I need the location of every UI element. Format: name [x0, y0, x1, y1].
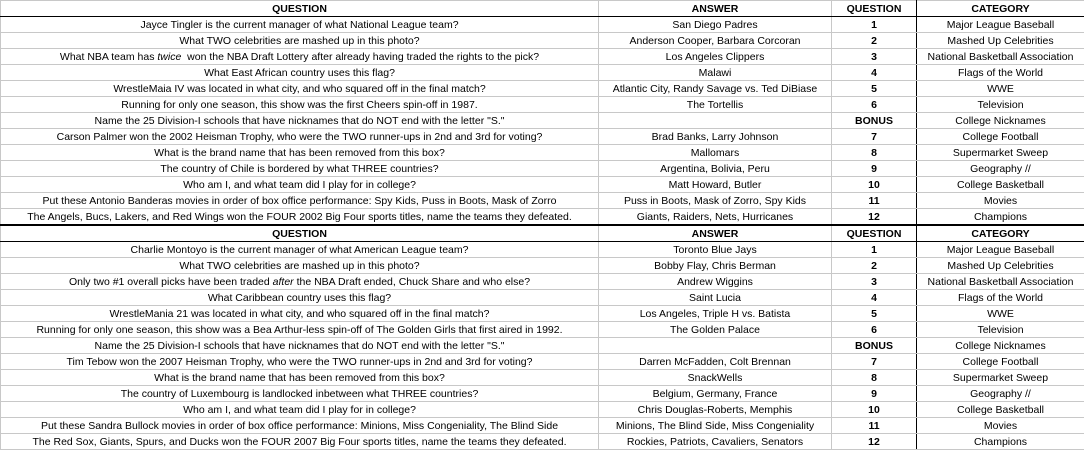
category-cell[interactable]: Television: [917, 322, 1084, 338]
table-row: [1, 129, 1084, 145]
question-number-cell[interactable]: 10: [832, 402, 917, 418]
category-cell[interactable]: College Basketball: [917, 177, 1084, 193]
question-column-header[interactable]: QUESTION: [1, 225, 599, 242]
question-column-header[interactable]: QUESTION: [1, 1, 599, 17]
table-row: [1, 418, 1084, 434]
question-emphasis: after: [272, 275, 294, 288]
category-cell[interactable]: National Basketball Association: [917, 274, 1084, 290]
category-cell[interactable]: National Basketball Association: [917, 49, 1084, 65]
question-cell[interactable]: [1, 274, 599, 290]
answer-cell[interactable]: Andrew Wiggins: [599, 274, 832, 290]
question-number-cell[interactable]: 3: [832, 274, 917, 290]
answer-cell[interactable]: The Tortellis: [599, 97, 832, 113]
question-number-column-header[interactable]: QUESTION: [832, 1, 917, 17]
category-cell[interactable]: College Football: [917, 129, 1084, 145]
question-text: won the NBA Draft Lottery after already having traded the rights to the pick?: [181, 50, 540, 63]
answer-cell[interactable]: Minions, The Blind Side, Miss Congeniality: [599, 418, 832, 434]
question-number-cell[interactable]: 6: [832, 97, 917, 113]
category-cell[interactable]: Movies: [917, 418, 1084, 434]
question-cell[interactable]: Name the 25 Division-I schools that have nicknames that do NOT end with the letter "S.": [1, 113, 599, 129]
question-cell[interactable]: Running for only one season, this show was the first Cheers spin-off in 1987.: [1, 97, 599, 113]
question-number-cell[interactable]: 4: [832, 65, 917, 81]
table-row: [1, 386, 1084, 402]
answer-cell[interactable]: Malawi: [599, 65, 832, 81]
trivia-table-body: [1, 1, 1084, 450]
category-cell[interactable]: Flags of the World: [917, 290, 1084, 306]
question-cell[interactable]: WrestleMaia IV was located in what city, and who squared off in the final match?: [1, 81, 599, 97]
question-number-cell[interactable]: 9: [832, 386, 917, 402]
section1-header-row: [1, 1, 1084, 17]
answer-column-header[interactable]: ANSWER: [599, 1, 832, 17]
table-row: [1, 242, 1084, 258]
answer-cell[interactable]: Argentina, Bolivia, Peru: [599, 161, 832, 177]
question-cell[interactable]: Who am I, and what team did I play for in college?: [1, 402, 599, 418]
category-cell[interactable]: Major League Baseball: [917, 17, 1084, 33]
question-cell[interactable]: What East African country uses this flag?: [1, 65, 599, 81]
answer-cell[interactable]: Darren McFadden, Colt Brennan: [599, 354, 832, 370]
answer-cell[interactable]: [599, 338, 832, 354]
category-cell[interactable]: Mashed Up Celebrities: [917, 258, 1084, 274]
question-cell[interactable]: What Caribbean country uses this flag?: [1, 290, 599, 306]
table-row: [1, 306, 1084, 322]
section2-header-row: [1, 225, 1084, 242]
answer-cell[interactable]: Los Angeles, Triple H vs. Batista: [599, 306, 832, 322]
question-cell[interactable]: Charlie Montoyo is the current manager of what American League team?: [1, 242, 599, 258]
question-number-cell[interactable]: 4: [832, 290, 917, 306]
category-cell[interactable]: Movies: [917, 193, 1084, 209]
table-row: [1, 177, 1084, 193]
question-cell[interactable]: Name the 25 Division-I schools that have nicknames that do NOT end with the letter "S.": [1, 338, 599, 354]
category-cell[interactable]: Flags of the World: [917, 65, 1084, 81]
category-cell[interactable]: College Nicknames: [917, 338, 1084, 354]
category-cell[interactable]: Champions: [917, 209, 1084, 226]
question-number-cell[interactable]: 10: [832, 177, 917, 193]
question-cell[interactable]: The country of Luxembourg is landlocked inbetween what THREE countries?: [1, 386, 599, 402]
question-number-cell[interactable]: 2: [832, 258, 917, 274]
question-number-cell[interactable]: BONUS: [832, 113, 917, 129]
answer-column-header[interactable]: ANSWER: [599, 225, 832, 242]
category-cell[interactable]: WWE: [917, 306, 1084, 322]
category-cell[interactable]: Champions: [917, 434, 1084, 450]
answer-cell[interactable]: Toronto Blue Jays: [599, 242, 832, 258]
question-cell[interactable]: Put these Antonio Banderas movies in order of box office performance: Spy Kids, Puss in Boots, Mask of Zorro: [1, 193, 599, 209]
category-cell[interactable]: Television: [917, 97, 1084, 113]
table-row: [1, 97, 1084, 113]
question-number-cell[interactable]: 3: [832, 49, 917, 65]
question-number-cell[interactable]: 8: [832, 145, 917, 161]
table-row: [1, 290, 1084, 306]
category-cell[interactable]: College Football: [917, 354, 1084, 370]
table-row: [1, 113, 1084, 129]
category-column-header[interactable]: CATEGORY: [917, 225, 1084, 242]
question-cell[interactable]: The Angels, Bucs, Lakers, and Red Wings won the FOUR 2002 Big Four sports titles, name the teams they defeated.: [1, 209, 599, 226]
category-cell[interactable]: College Nicknames: [917, 113, 1084, 129]
question-number-cell[interactable]: 11: [832, 418, 917, 434]
answer-cell[interactable]: Bobby Flay, Chris Berman: [599, 258, 832, 274]
question-cell[interactable]: The Red Sox, Giants, Spurs, and Ducks won the FOUR 2007 Big Four sports titles, name the teams they defeated.: [1, 434, 599, 450]
table-row: [1, 258, 1084, 274]
question-number-cell[interactable]: 5: [832, 306, 917, 322]
table-row: [1, 370, 1084, 386]
table-row: [1, 209, 1084, 226]
category-cell[interactable]: Mashed Up Celebrities: [917, 33, 1084, 49]
answer-cell[interactable]: Saint Lucia: [599, 290, 832, 306]
question-text: What NBA team has: [59, 50, 158, 63]
question-number-cell[interactable]: 12: [832, 209, 917, 226]
category-cell[interactable]: WWE: [917, 81, 1084, 97]
question-number-cell[interactable]: 7: [832, 354, 917, 370]
question-number-cell[interactable]: 1: [832, 242, 917, 258]
table-row: [1, 161, 1084, 177]
question-number-cell[interactable]: BONUS: [832, 338, 917, 354]
question-cell[interactable]: WrestleMania 21 was located in what city, and who squared off in the final match?: [1, 306, 599, 322]
table-row: [1, 65, 1084, 81]
answer-cell[interactable]: Anderson Cooper, Barbara Corcoran: [599, 33, 832, 49]
answer-cell[interactable]: [599, 113, 832, 129]
table-row: [1, 274, 1084, 290]
answer-cell[interactable]: Rockies, Patriots, Cavaliers, Senators: [599, 434, 832, 450]
question-number-column-header[interactable]: QUESTION: [832, 225, 917, 242]
answer-cell[interactable]: Los Angeles Clippers: [599, 49, 832, 65]
table-row: [1, 193, 1084, 209]
question-cell[interactable]: Who am I, and what team did I play for in college?: [1, 177, 599, 193]
question-cell[interactable]: Carson Palmer won the 2002 Heisman Trophy, who were the TWO runner-ups in 2nd and 3rd for voting?: [1, 129, 599, 145]
table-row: [1, 434, 1084, 450]
table-row: [1, 354, 1084, 370]
question-cell[interactable]: What is the brand name that has been removed from this box?: [1, 370, 599, 386]
table-row: [1, 338, 1084, 354]
question-cell[interactable]: Tim Tebow won the 2007 Heisman Trophy, who were the TWO runner-ups in 2nd and 3rd for voting?: [1, 354, 599, 370]
answer-cell[interactable]: Puss in Boots, Mask of Zorro, Spy Kids: [599, 193, 832, 209]
category-cell[interactable]: Major League Baseball: [917, 242, 1084, 258]
question-emphasis: twice: [157, 50, 182, 63]
question-number-cell[interactable]: 9: [832, 161, 917, 177]
question-number-cell[interactable]: 11: [832, 193, 917, 209]
category-cell[interactable]: Supermarket Sweep: [917, 145, 1084, 161]
question-cell[interactable]: The country of Chile is bordered by what THREE countries?: [1, 161, 599, 177]
category-cell[interactable]: College Basketball: [917, 402, 1084, 418]
question-cell[interactable]: Running for only one season, this show was a Bea Arthur-less spin-off of The Golden Girls that first aired in 1992.: [1, 322, 599, 338]
table-row: [1, 33, 1084, 49]
table-row: [1, 49, 1084, 65]
table-row: [1, 402, 1084, 418]
question-number-cell[interactable]: 8: [832, 370, 917, 386]
category-cell[interactable]: Geography //: [917, 386, 1084, 402]
answer-cell[interactable]: Mallomars: [599, 145, 832, 161]
question-cell[interactable]: Put these Sandra Bullock movies in order of box office performance: Minions, Miss Congeniality, The Blind Side: [1, 418, 599, 434]
question-cell[interactable]: What TWO celebrities are mashed up in this photo?: [1, 33, 599, 49]
question-cell[interactable]: What is the brand name that has been removed from this box?: [1, 145, 599, 161]
question-number-cell[interactable]: 6: [832, 322, 917, 338]
answer-cell[interactable]: Belgium, Germany, France: [599, 386, 832, 402]
question-number-cell[interactable]: 7: [832, 129, 917, 145]
question-number-cell[interactable]: 2: [832, 33, 917, 49]
question-text: Only two #1 overall picks have been traded: [68, 275, 273, 288]
answer-cell[interactable]: Chris Douglas-Roberts, Memphis: [599, 402, 832, 418]
table-row: [1, 145, 1084, 161]
question-text: the NBA Draft ended, Chuck Share and who else?: [293, 275, 531, 288]
question-number-cell[interactable]: 12: [832, 434, 917, 450]
answer-cell[interactable]: Brad Banks, Larry Johnson: [599, 129, 832, 145]
answer-cell[interactable]: Matt Howard, Butler: [599, 177, 832, 193]
question-number-cell[interactable]: 5: [832, 81, 917, 97]
category-column-header[interactable]: CATEGORY: [917, 1, 1084, 17]
table-row: [1, 81, 1084, 97]
category-cell[interactable]: Geography //: [917, 161, 1084, 177]
answer-cell[interactable]: The Golden Palace: [599, 322, 832, 338]
question-cell[interactable]: What TWO celebrities are mashed up in this photo?: [1, 258, 599, 274]
table-row: [1, 17, 1084, 33]
table-row: [1, 322, 1084, 338]
answer-cell[interactable]: SnackWells: [599, 370, 832, 386]
question-cell[interactable]: [1, 49, 599, 65]
category-cell[interactable]: Supermarket Sweep: [917, 370, 1084, 386]
question-number-cell[interactable]: 1: [832, 17, 917, 33]
answer-cell[interactable]: Giants, Raiders, Nets, Hurricanes: [599, 209, 832, 226]
answer-cell[interactable]: San Diego Padres: [599, 17, 832, 33]
answer-cell[interactable]: Atlantic City, Randy Savage vs. Ted DiBiase: [599, 81, 832, 97]
question-cell[interactable]: Jayce Tingler is the current manager of what National League team?: [1, 17, 599, 33]
